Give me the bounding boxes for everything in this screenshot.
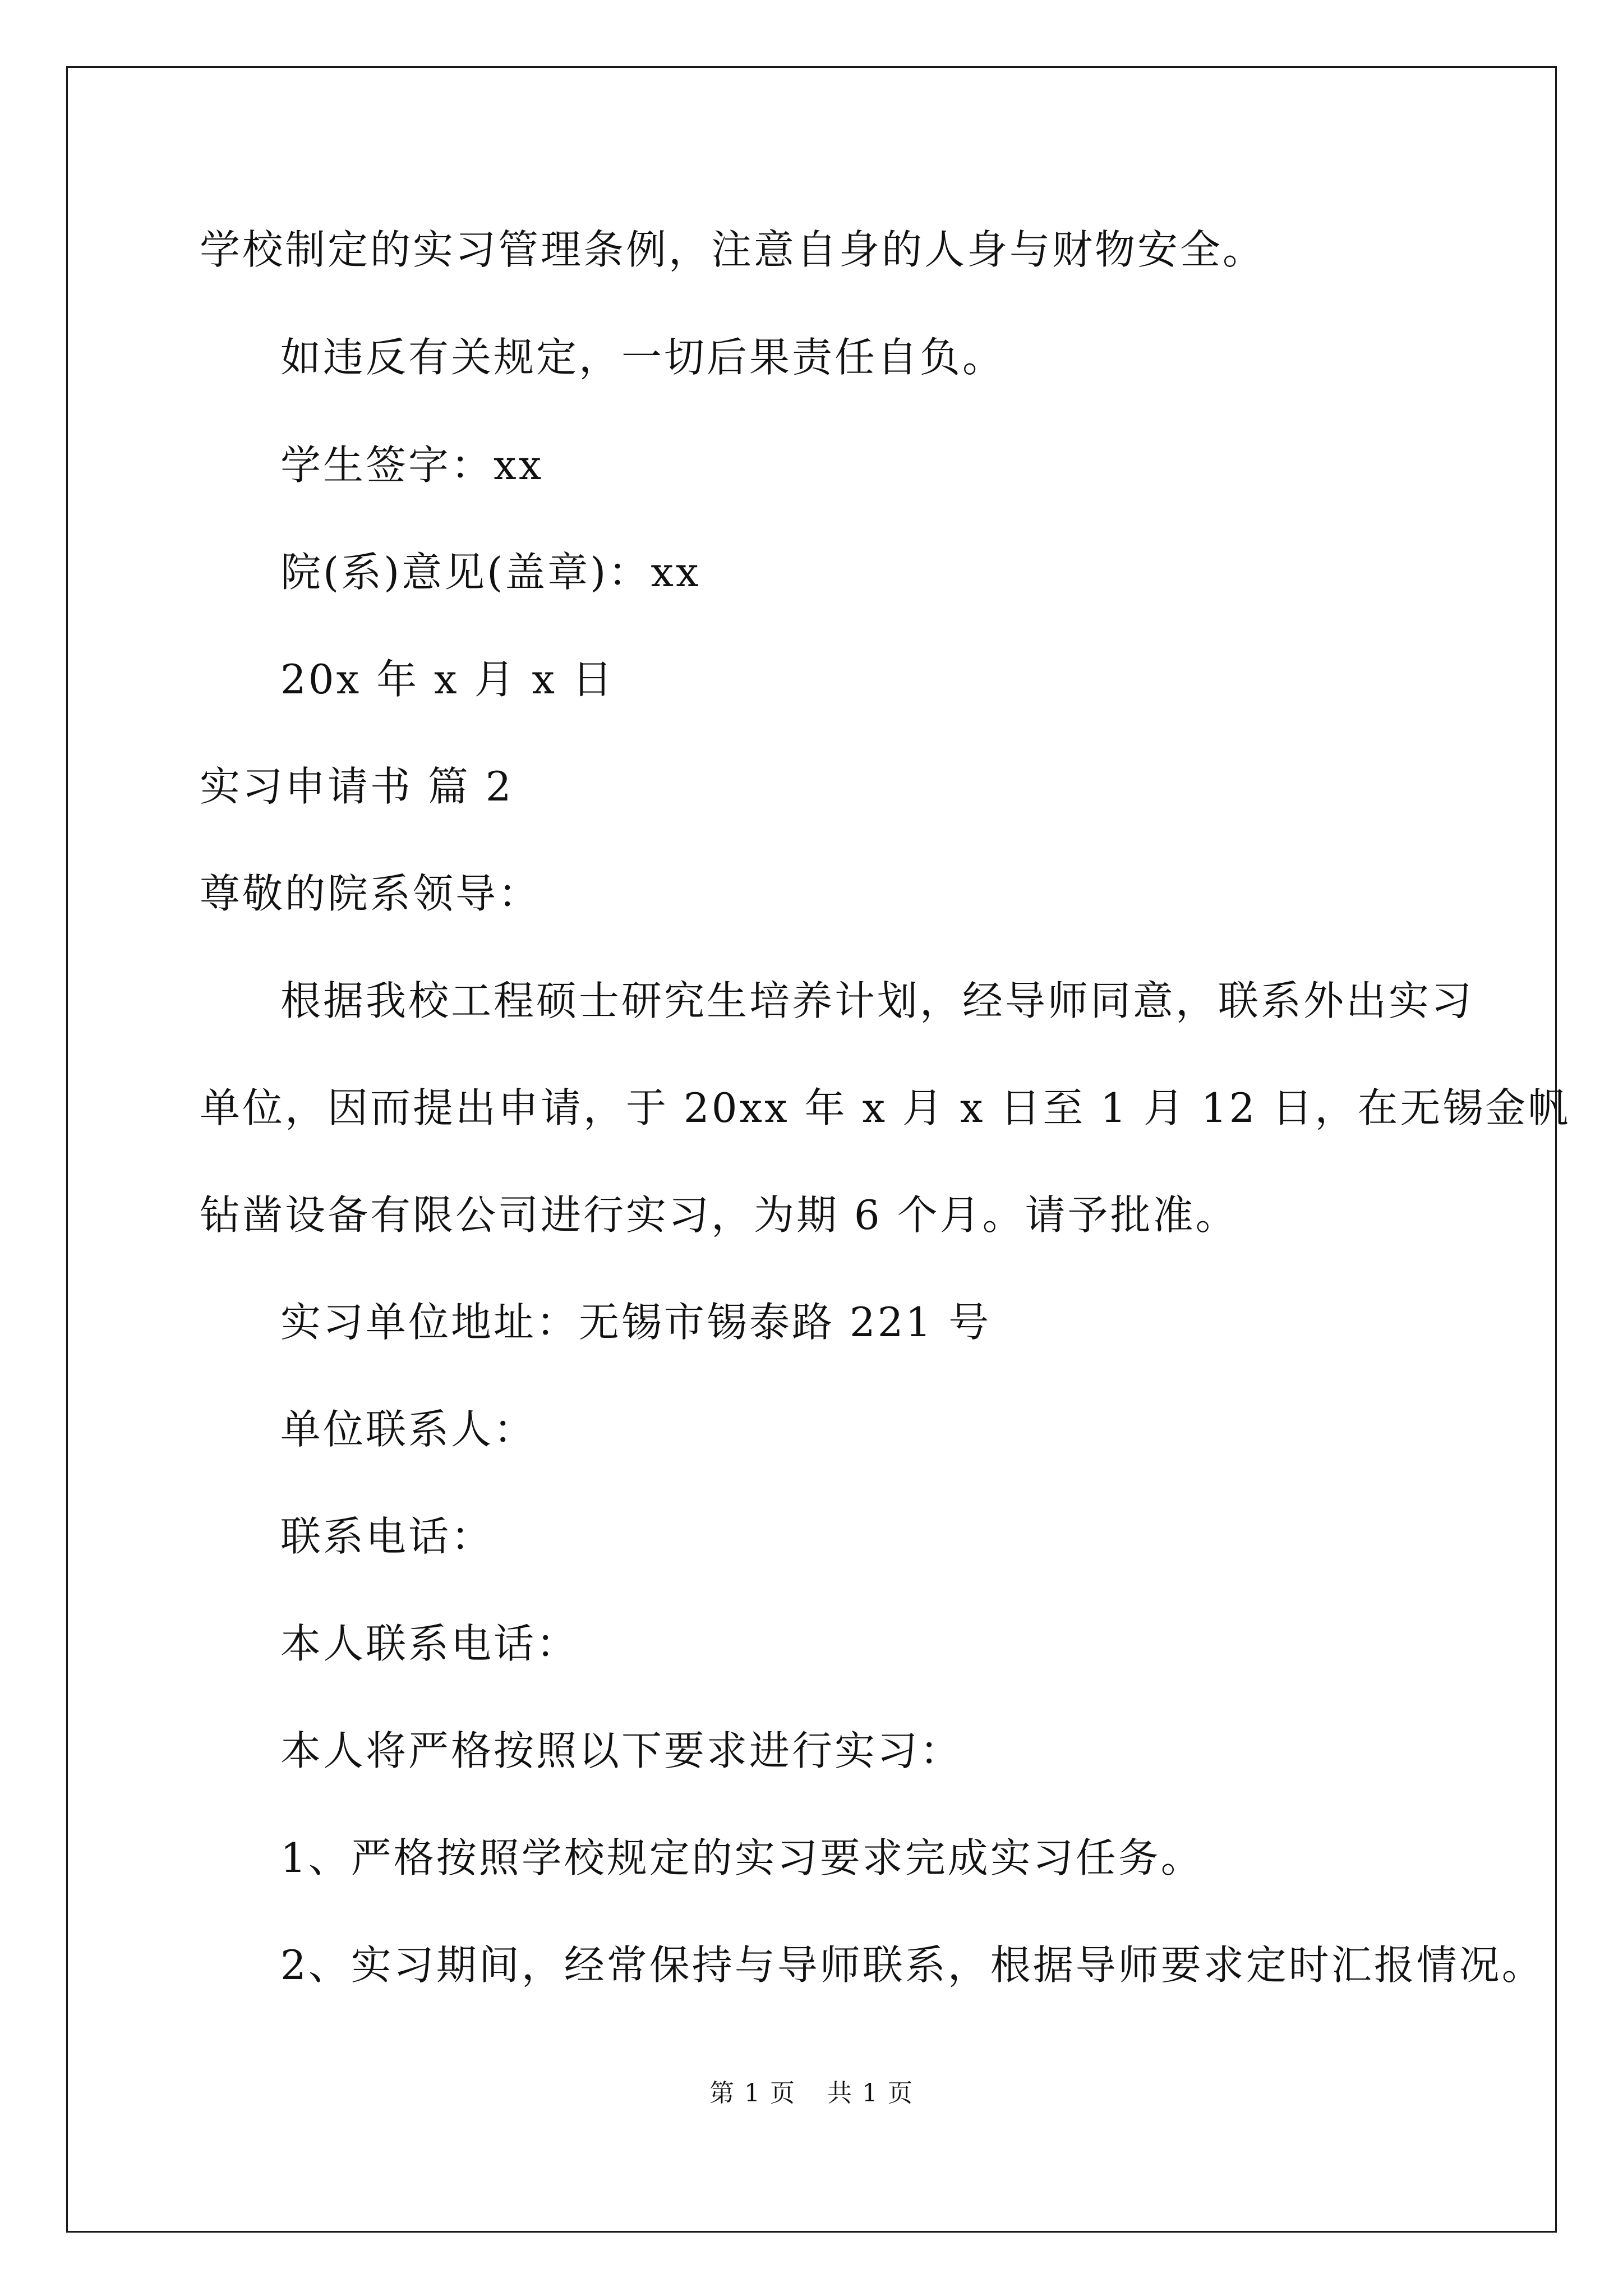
address-line: 实习单位地址：无锡市锡泰路 221 号 bbox=[280, 1299, 992, 1346]
list-item: 2、实习期间，经常保持与导师联系，根据导师要求定时汇报情况。 bbox=[280, 1941, 1544, 1989]
department-opinion-line: 院(系)意见(盖章)：xx bbox=[280, 549, 701, 596]
paragraph-line: 本人将严格按照以下要求进行实习： bbox=[280, 1727, 963, 1774]
paragraph-line: 单位，因而提出申请，于 20xx 年 x 月 x 日至 1 月 12 日，在无锡金帆 bbox=[200, 1084, 1571, 1131]
contact-phone-line: 联系电话： bbox=[280, 1513, 494, 1560]
paragraph-line: 学校制定的实习管理条例，注意自身的人身与财物安全。 bbox=[200, 226, 1266, 273]
paragraph-line: 钻凿设备有限公司进行实习，为期 6 个月。请予批准。 bbox=[200, 1191, 1238, 1239]
salutation: 尊敬的院系领导： bbox=[200, 870, 541, 917]
page-number: 第 1 页 bbox=[709, 2079, 796, 2108]
page-total: 共 1 页 bbox=[827, 2079, 914, 2108]
date-line: 20x 年 x 月 x 日 bbox=[280, 656, 615, 703]
page-footer bbox=[0, 2077, 1623, 2110]
contact-person-line: 单位联系人： bbox=[280, 1406, 537, 1453]
list-item: 1、严格按照学校规定的实习要求完成实习任务。 bbox=[280, 1834, 1204, 1881]
personal-phone-line: 本人联系电话： bbox=[280, 1620, 579, 1667]
section-heading: 实习申请书 篇 2 bbox=[200, 763, 514, 810]
student-signature-line: 学生签字：xx bbox=[280, 441, 544, 489]
paragraph-line: 根据我校工程硕士研究生培养计划，经导师同意，联系外出实习 bbox=[280, 977, 1474, 1024]
paragraph-line: 如违反有关规定，一切后果责任自负。 bbox=[280, 334, 1006, 381]
page-border bbox=[66, 66, 1557, 2233]
